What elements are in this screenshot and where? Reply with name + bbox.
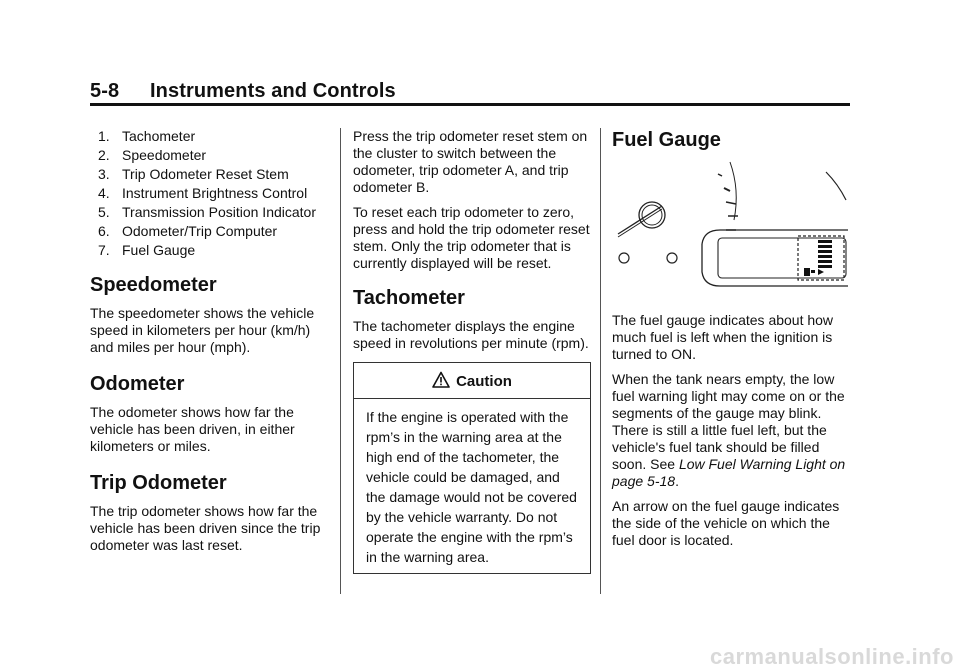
low-fuel-warning-link[interactable]: Low Fuel Warning Light on page 5-18 bbox=[612, 456, 846, 489]
watermark: carmanualsonline.info bbox=[710, 644, 954, 669]
fuel-gauge-text-1: The fuel gauge indicates about how much fuel is left when the ignition is turned to ON. bbox=[612, 312, 834, 362]
column-divider-2 bbox=[600, 128, 601, 594]
caution-header bbox=[354, 363, 590, 399]
column-3 bbox=[612, 128, 852, 557]
header-rule bbox=[90, 103, 850, 106]
tachometer-text: The tachometer displays the engine speed in revolutions per minute (rpm). bbox=[353, 318, 589, 351]
list-item bbox=[90, 242, 330, 259]
list-item bbox=[90, 128, 330, 145]
fuel-gauge-heading: Fuel Gauge bbox=[612, 129, 721, 151]
list-item-number: 4. bbox=[98, 185, 110, 201]
fuel-gauge-text-2 bbox=[612, 371, 852, 490]
list-item bbox=[90, 204, 330, 221]
odometer-text: The odometer shows how far the vehicle has been driven, in either kilometers or miles. bbox=[90, 404, 295, 454]
list-item bbox=[90, 166, 330, 183]
instrument-cluster-illustration bbox=[612, 160, 850, 296]
list-item-text: Odometer/Trip Computer bbox=[122, 223, 278, 239]
list-item-text: Fuel Gauge bbox=[122, 242, 196, 258]
odometer-heading: Odometer bbox=[90, 373, 185, 395]
fuel-warning-text: When the tank nears empty, the low fuel warning light may come on or the segments of the gauge may blink. There is still a little fuel left, but the vehicle's fuel tank should be filled soon. See bbox=[612, 371, 845, 472]
fuel-gauge-illustration bbox=[612, 160, 852, 300]
tachometer-heading: Tachometer bbox=[353, 287, 465, 309]
list-item-text: Trip Odometer Reset Stem bbox=[122, 166, 289, 182]
list-item-number: 2. bbox=[98, 147, 110, 163]
section-title: Instruments and Controls bbox=[150, 80, 396, 102]
section-number: 5-8 bbox=[90, 80, 120, 102]
list-item-text: Instrument Brightness Control bbox=[122, 185, 308, 201]
fuel-warning-text-end: . bbox=[675, 473, 679, 489]
caution-body bbox=[354, 399, 590, 573]
list-item-number: 3. bbox=[98, 166, 110, 182]
trip-odometer-heading: Trip Odometer bbox=[90, 472, 227, 494]
caution-text: If the engine is operated with the rpm’s in the warning area at the high end of the tachometer, the vehicle could be damaged, and the damage would not be covered by the vehicle warranty. Do not operate the engine with the rpm’s in the warning area. bbox=[366, 409, 577, 565]
list-item-number: 1. bbox=[98, 128, 110, 144]
warning-icon bbox=[432, 371, 450, 389]
speedometer-text: The speedometer shows the vehicle speed in kilometers per hour (km/h) and miles per hour (mph). bbox=[90, 305, 315, 355]
list-item bbox=[90, 147, 330, 164]
list-item bbox=[90, 223, 330, 240]
fuel-gauge-text-3: An arrow on the fuel gauge indicates the side of the vehicle on which the fuel door is located. bbox=[612, 498, 840, 548]
reset-zero-text: To reset each trip odometer to zero, press and hold the trip odometer reset stem. Only the trip odometer that is currently displayed will be reset. bbox=[353, 204, 590, 271]
speedometer-heading: Speedometer bbox=[90, 274, 217, 296]
column-2 bbox=[353, 128, 591, 574]
list-item-number: 6. bbox=[98, 223, 110, 239]
caution-box bbox=[353, 362, 591, 574]
column-divider-1 bbox=[340, 128, 341, 594]
trip-odometer-text: The trip odometer shows how far the vehicle has been driven since the trip odometer was last reset. bbox=[90, 503, 321, 553]
list-item-text: Tachometer bbox=[122, 128, 196, 144]
caution-label: Caution bbox=[456, 373, 512, 390]
list-item-number: 7. bbox=[98, 242, 110, 258]
list-item-text: Speedometer bbox=[122, 147, 207, 163]
instrument-list bbox=[90, 128, 330, 259]
column-1 bbox=[90, 128, 330, 562]
reset-stem-text: Press the trip odometer reset stem on the cluster to switch between the odometer, trip odometer A, and trip odometer B. bbox=[353, 128, 588, 195]
list-item-number: 5. bbox=[98, 204, 110, 220]
list-item bbox=[90, 185, 330, 202]
list-item-text: Transmission Position Indicator bbox=[122, 204, 317, 220]
